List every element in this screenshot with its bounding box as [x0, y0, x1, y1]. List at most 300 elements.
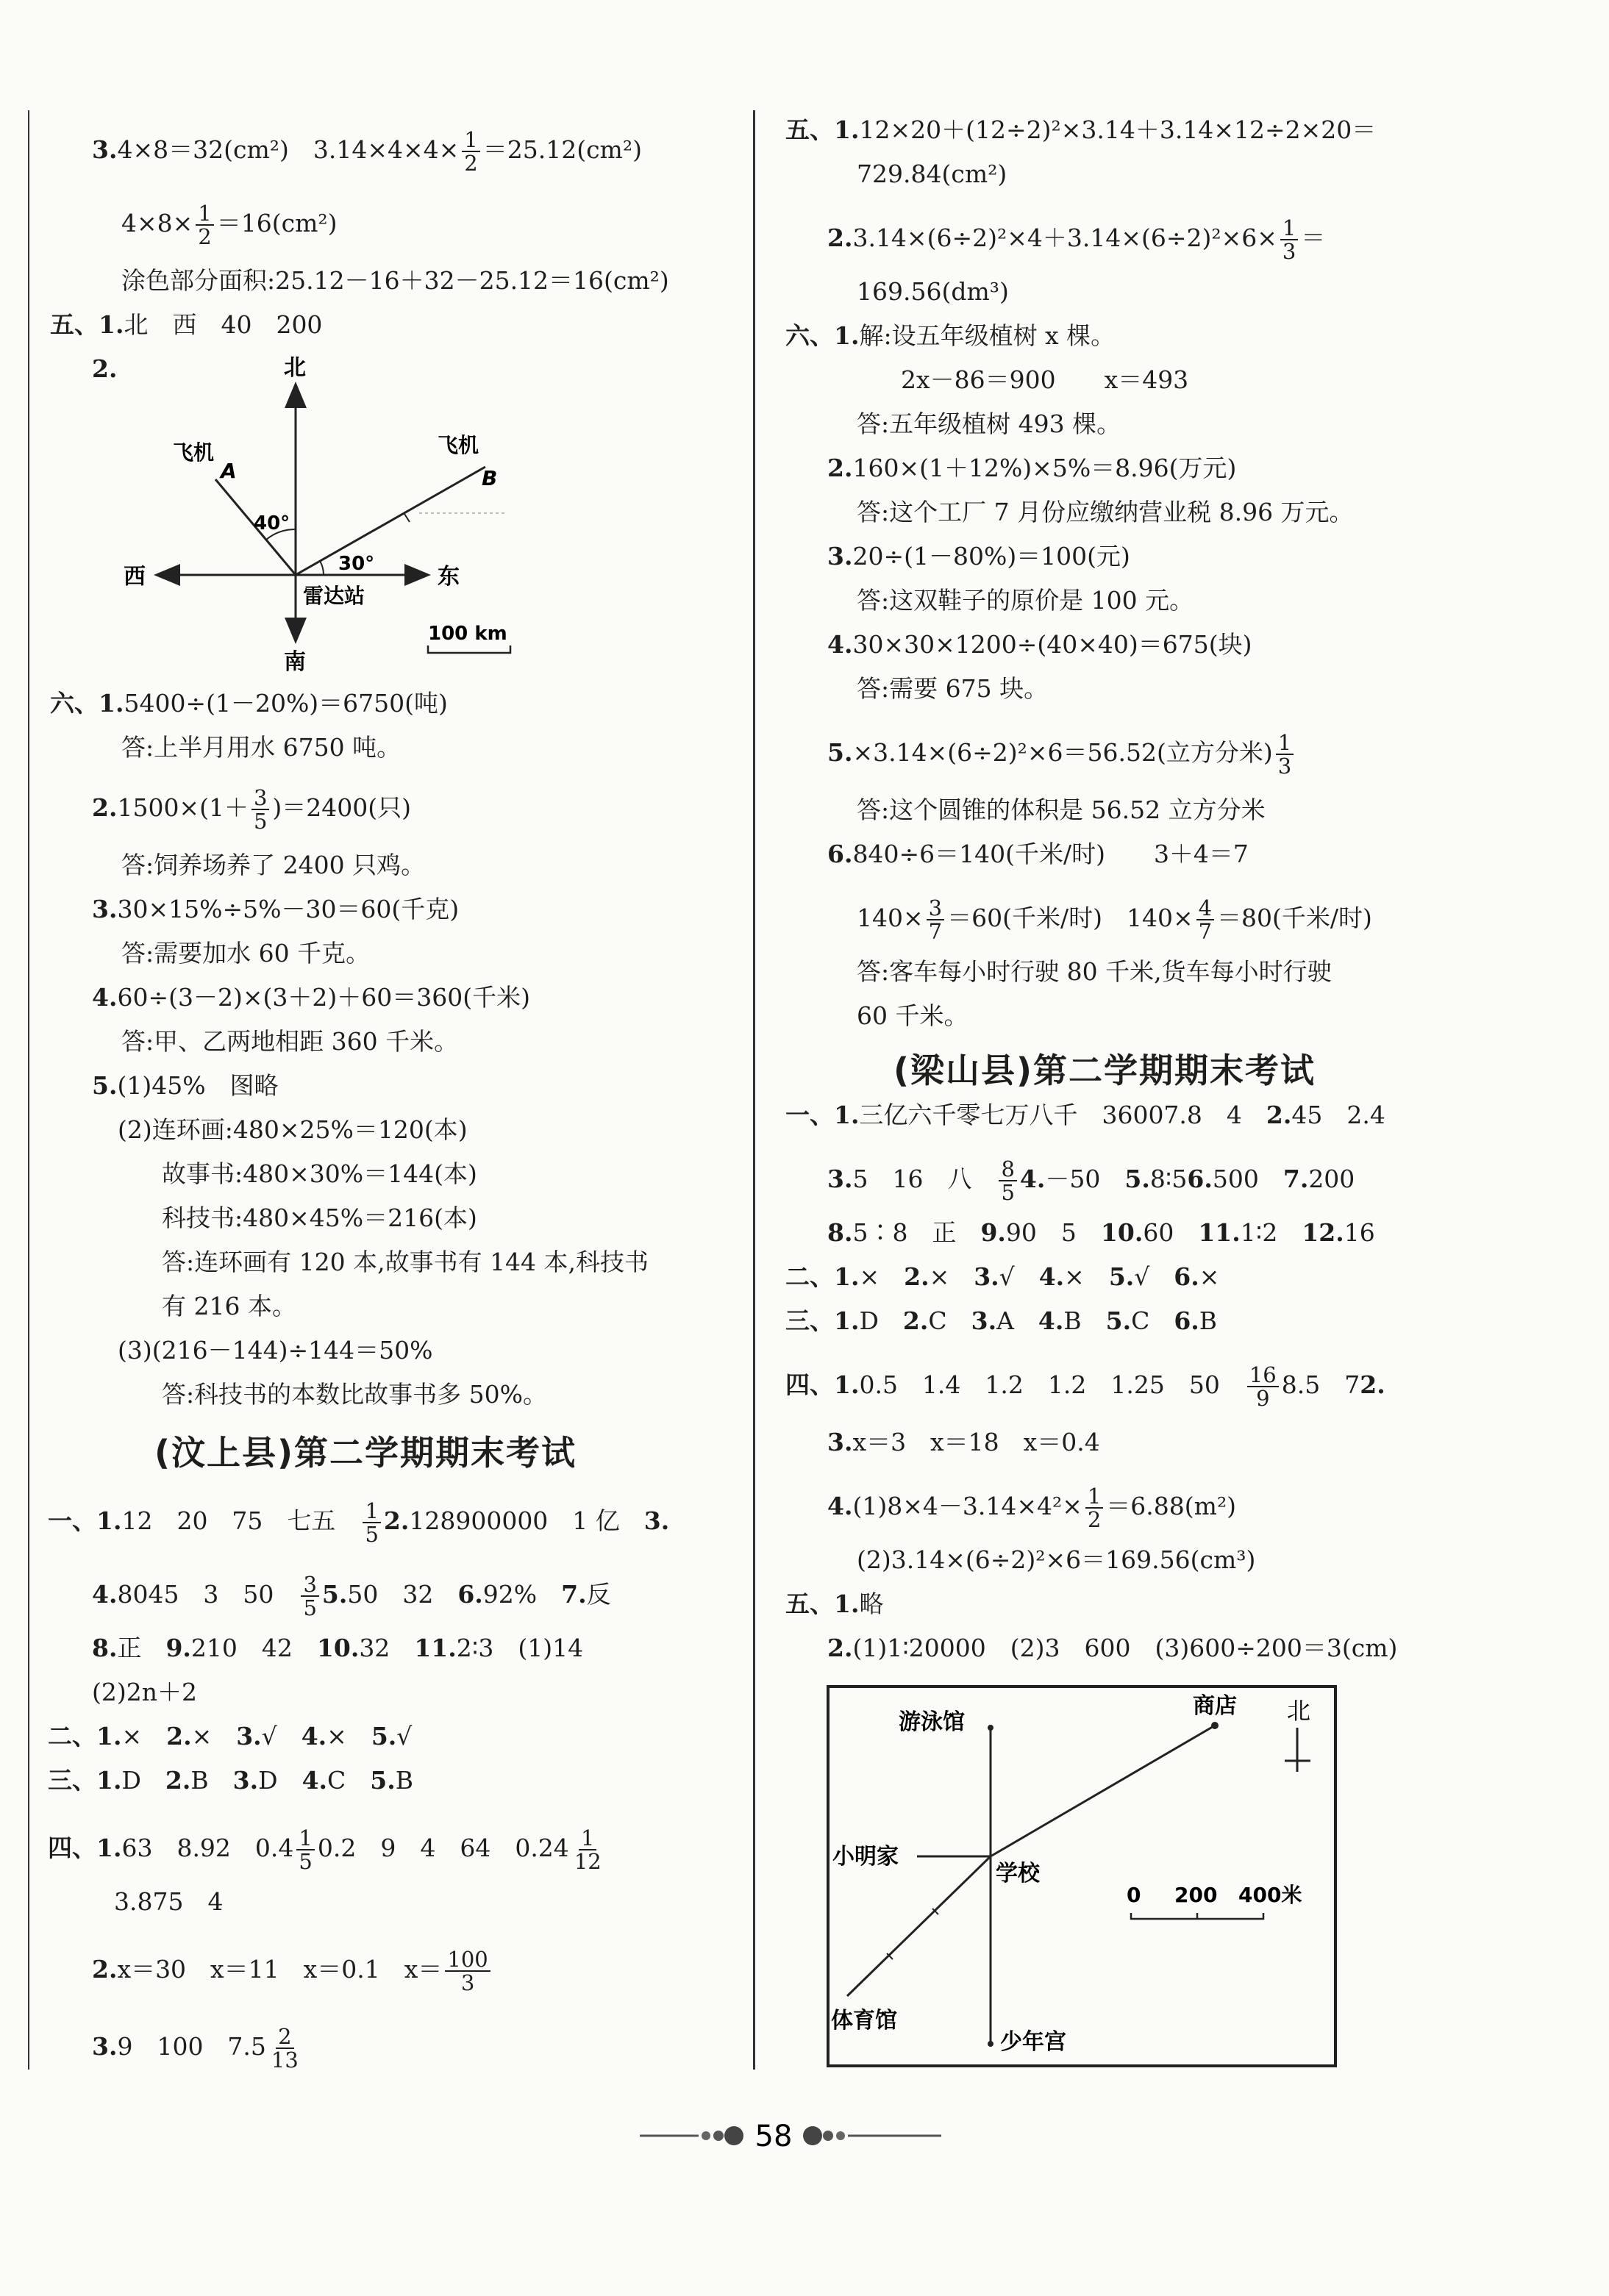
numerator: 3 — [251, 787, 269, 810]
answer-text: 答:这个工厂 7 月份应缴纳营业税 8.96 万元。 — [857, 498, 1354, 526]
pool-dot — [988, 1725, 993, 1731]
item-number: 5. — [321, 1580, 348, 1609]
fraction — [1196, 897, 1214, 943]
answer-text: × — [1199, 1262, 1220, 1291]
answer-text: A — [996, 1306, 1038, 1335]
answer-text: ＝16(cm²) — [216, 209, 338, 237]
fraction — [1247, 1364, 1279, 1409]
answer-line — [50, 687, 448, 720]
answer-line — [857, 584, 1194, 617]
answer-line — [827, 540, 1130, 573]
answer-line — [901, 364, 1188, 396]
answer-text: 答:这双鞋子的原价是 100 元。 — [857, 586, 1194, 615]
numerator: 4 — [1196, 897, 1214, 920]
answer-line — [857, 956, 1332, 988]
answer-line — [857, 276, 1009, 308]
denominator: 12 — [574, 1849, 602, 1874]
footer-dot — [702, 2131, 710, 2140]
fraction — [296, 1827, 314, 1873]
answer-line — [121, 937, 370, 970]
answer-line — [827, 629, 1252, 661]
answer-line — [118, 1334, 432, 1367]
answer-line — [857, 408, 1121, 440]
answer-text: × — [929, 1262, 974, 1291]
item-number: 3. — [974, 1262, 999, 1291]
pool-label: 游泳馆 — [899, 1709, 965, 1735]
answer-text: 32 — [359, 1634, 415, 1662]
denominator: 2 — [464, 151, 478, 176]
item-number: 2. — [902, 1306, 929, 1335]
answer-line — [92, 1676, 197, 1709]
answer-text: 840÷6＝140(千米/时) 3＋4＝7 — [852, 840, 1249, 868]
answer-line — [785, 114, 1376, 146]
numerator: 8 — [999, 1158, 1016, 1181]
scale-zero: 0 — [1127, 1883, 1141, 1907]
answer-text: ×3.14×(6÷2)²×6＝56.52(立方分米) — [852, 738, 1273, 767]
denominator: 9 — [1256, 1386, 1270, 1411]
answer-text: 8.5 7 — [1281, 1370, 1360, 1399]
item-number: 9. — [165, 1634, 191, 1662]
answer-text: 答:这个圆锥的体积是 56.52 立方分米 — [857, 795, 1266, 824]
answer-line — [162, 1378, 547, 1411]
youth-palace-label: 少年宫 — [1000, 2029, 1066, 2055]
answer-text: 0.2 9 4 64 0.24 — [317, 1834, 569, 1862]
footer-dot — [836, 2131, 845, 2140]
answer-text: 答:五年级植树 493 棵。 — [857, 410, 1121, 438]
item-number: 6. — [827, 840, 853, 868]
answer-line — [121, 1026, 458, 1058]
answer-text: －50 — [1045, 1165, 1125, 1193]
scale-200: 200 — [1174, 1883, 1218, 1907]
answer-text: 5∶8 正 — [852, 1218, 981, 1247]
item-number: 2. — [92, 354, 118, 383]
answer-text: x＝30 x＝11 x＝0.1 x＝ — [117, 1955, 443, 1984]
item-number: 4. — [827, 1492, 853, 1520]
denominator: 7 — [928, 919, 943, 944]
footer-dot — [803, 2126, 822, 2145]
numerator: 100 — [445, 1948, 490, 1972]
item-number: 4. — [1019, 1165, 1046, 1193]
answer-text: 90 5 — [1005, 1218, 1101, 1247]
item-number: 一、1. — [48, 1506, 122, 1535]
answer-text: 45 2.4 — [1291, 1101, 1385, 1129]
denominator: 5 — [1001, 1180, 1015, 1205]
item-number: 6. — [457, 1580, 483, 1609]
answer-text: 答:饲养场养了 2400 只鸡。 — [121, 851, 426, 879]
school-label: 学校 — [996, 1861, 1040, 1886]
answer-text: 20÷(1－80%)＝100(元) — [852, 542, 1130, 571]
answer-line — [162, 1202, 477, 1234]
answer-text: × — [327, 1722, 371, 1750]
answer-text: 140× — [857, 904, 924, 932]
denominator: 3 — [1282, 239, 1296, 264]
item-number: 3. — [971, 1306, 997, 1335]
angle-b-arc — [320, 561, 324, 575]
answer-text: 答:上半月用水 6750 吨。 — [121, 733, 402, 762]
item-number: 11. — [1198, 1218, 1241, 1247]
numerator: 16 — [1247, 1364, 1279, 1387]
answer-text: 3.14×(6÷2)²×4＋3.14×(6÷2)²×6× — [852, 223, 1277, 252]
numerator: 1 — [1276, 732, 1294, 755]
answer-line — [121, 732, 401, 764]
item-number: 7. — [1282, 1165, 1309, 1193]
item-number: 3. — [92, 2032, 118, 2061]
item-number: 4. — [92, 1580, 118, 1609]
item-number: 4. — [302, 1766, 328, 1795]
answer-text: 8∶5 — [1149, 1165, 1188, 1193]
answer-text: C — [1131, 1306, 1174, 1335]
item-number: 4. — [1038, 1306, 1064, 1335]
item-number: 5. — [1124, 1165, 1150, 1193]
item-number: 4. — [1038, 1262, 1065, 1291]
answer-text: (1)8×4－3.14×4²× — [852, 1492, 1082, 1520]
answer-text: ＝80(千米/时) — [1217, 904, 1372, 932]
fraction — [301, 1573, 318, 1619]
item-number: 6. — [1187, 1165, 1213, 1193]
station-label: 雷达站 — [303, 584, 365, 608]
footer-dot — [713, 2131, 724, 2141]
fraction — [1280, 217, 1298, 262]
point-a-label: A — [221, 459, 237, 483]
answer-text: 2x－86＝900 x＝493 — [901, 365, 1189, 394]
answer-text: 有 216 本。 — [162, 1292, 296, 1320]
numerator: 1 — [462, 129, 479, 152]
answer-text: 30×15%÷5%－30＝60(千克) — [117, 895, 460, 923]
answer-text: 63 8.92 0.4 — [121, 1834, 294, 1862]
answer-text: 涂色部分面积:25.12－16＋32－25.12＝16(cm²) — [121, 266, 669, 295]
fraction — [572, 1827, 604, 1873]
denominator: 5 — [303, 1595, 317, 1620]
answer-text: D — [859, 1306, 903, 1335]
answer-text: 12 20 75 七五 — [121, 1506, 360, 1535]
answer-text: 答:连环画有 120 本,故事书有 144 本,科技书 — [162, 1248, 649, 1276]
item-number: 2. — [1266, 1101, 1292, 1129]
answer-line — [785, 1588, 883, 1620]
left-margin-rule — [28, 110, 29, 2070]
item-number: 五、1. — [785, 1589, 860, 1618]
fraction — [363, 1500, 380, 1545]
answer-line — [857, 673, 1048, 705]
answer-text: C — [327, 1766, 371, 1795]
answer-text: 解:设五年级植树 x 棵。 — [859, 321, 1116, 350]
answer-text: 答:科技书的本数比故事书多 50%。 — [162, 1380, 547, 1409]
answer-line — [785, 1261, 1219, 1293]
answer-line — [857, 794, 1266, 826]
answer-text: 反 — [586, 1580, 611, 1609]
answer-text: 0.5 1.4 1.2 1.2 1.25 50 — [859, 1370, 1244, 1399]
answer-text: 128900000 1 亿 — [409, 1506, 644, 1535]
answer-line — [827, 1158, 1355, 1204]
shop-dot — [1211, 1722, 1219, 1729]
answer-text: 故事书:480×30%＝144(本) — [162, 1159, 477, 1188]
answer-text: C — [928, 1306, 971, 1335]
answer-line — [121, 265, 669, 297]
item-number: 10. — [316, 1634, 360, 1662]
answer-text: 答:甲、乙两地相距 360 千米。 — [121, 1027, 459, 1056]
column-divider — [753, 110, 755, 2070]
answer-text: (2)3.14×(6÷2)²×6＝169.56(cm³) — [857, 1545, 1256, 1574]
answer-line — [827, 1217, 1375, 1249]
answer-line — [92, 893, 459, 926]
item-number: 四、1. — [48, 1834, 122, 1862]
item-number: 三、1. — [48, 1766, 122, 1795]
answer-line — [827, 1485, 1236, 1531]
section-title: (汶上县)第二学期期末考试 — [154, 1433, 577, 1473]
denominator: 2 — [1087, 1507, 1102, 1532]
item-number: 2. — [383, 1506, 410, 1535]
item-number: 五、1. — [785, 115, 860, 144]
answer-text: 科技书:480×45%＝216(本) — [162, 1204, 477, 1232]
item-number: 3. — [827, 542, 853, 571]
item-number: 2. — [827, 454, 853, 482]
answer-line — [92, 1070, 279, 1102]
answer-line — [121, 849, 425, 881]
item-number: 2. — [166, 1722, 192, 1750]
answer-text: ＝25.12(cm²) — [482, 135, 642, 164]
denominator: 5 — [299, 1849, 313, 1874]
plane-b-label: 飞机 — [438, 433, 479, 457]
item-number: 5. — [1105, 1306, 1132, 1335]
item-number: 5. — [370, 1766, 396, 1795]
answer-text: √ — [396, 1722, 413, 1750]
denominator: 5 — [365, 1522, 379, 1547]
answer-text: )＝2400(只) — [272, 793, 412, 822]
answer-line — [827, 838, 1249, 870]
answer-text: 4×8＝32(cm²) 3.14×4×4× — [117, 135, 460, 164]
ray-b-tick — [404, 514, 410, 522]
answer-text: 169.56(dm³) — [857, 277, 1009, 306]
answer-line — [48, 1827, 607, 1873]
item-number: 2. — [92, 1955, 118, 1984]
numerator: 1 — [579, 1827, 596, 1850]
answer-line — [92, 1573, 611, 1619]
answer-line — [162, 1290, 296, 1323]
answer-line — [857, 1000, 968, 1032]
item-number: 7. — [561, 1580, 587, 1609]
item-number: 3. — [92, 135, 118, 164]
item-number: 四、1. — [785, 1370, 860, 1399]
answer-text: B — [1199, 1306, 1218, 1335]
item-number: 二、1. — [48, 1722, 122, 1750]
east-label: 东 — [438, 564, 460, 590]
answer-text: B — [1063, 1306, 1106, 1335]
item-number: 11. — [414, 1634, 457, 1662]
item-number: 三、1. — [785, 1306, 860, 1335]
answer-line — [827, 732, 1296, 777]
angle-a-label: 40° — [254, 512, 290, 534]
answer-text: B — [395, 1766, 413, 1795]
item-number: 2. — [827, 223, 853, 252]
denominator: 7 — [1198, 919, 1213, 944]
item-number: 10. — [1100, 1218, 1144, 1247]
numerator: 1 — [296, 1827, 314, 1850]
answer-text: 60 — [1143, 1218, 1199, 1247]
answer-line — [48, 1764, 413, 1797]
item-number: 3. — [827, 1428, 853, 1456]
answer-text: 9 100 7.5 — [117, 2032, 266, 2061]
answer-text: 答:需要加水 60 千克。 — [121, 939, 371, 968]
numerator: 3 — [301, 1573, 318, 1597]
scale-400: 400米 — [1238, 1883, 1302, 1907]
fraction — [462, 129, 479, 174]
answer-text: (1)1∶20000 (2)3 600 (3)600÷200＝3(cm) — [852, 1634, 1398, 1662]
answer-text: (2)连环画:480×25%＝120(本) — [118, 1115, 468, 1144]
answer-text: D — [121, 1766, 165, 1795]
answer-text: 3.875 4 — [114, 1887, 224, 1916]
answer-text: × — [121, 1722, 167, 1750]
shop-label: 商店 — [1193, 1693, 1237, 1719]
answer-line — [114, 1886, 223, 1918]
compass-diagram — [110, 353, 537, 676]
answer-line — [48, 1720, 412, 1753]
answer-text: 12×20＋(12÷2)²×3.14＋3.14×12÷2×20＝ — [859, 115, 1377, 144]
plane-a-label: 飞机 — [173, 440, 215, 465]
denominator: 3 — [460, 1970, 475, 1995]
answer-text: 92% — [482, 1580, 562, 1609]
west-label: 西 — [124, 564, 146, 590]
answer-line — [48, 1500, 669, 1545]
item-number: 六、1. — [50, 689, 124, 718]
fraction — [196, 202, 213, 248]
item-number: 3. — [643, 1506, 670, 1535]
answer-text: × — [859, 1262, 905, 1291]
item-number: 4. — [301, 1722, 327, 1750]
answer-text: 200 — [1308, 1165, 1355, 1193]
denominator: 5 — [253, 809, 268, 834]
fraction — [927, 897, 944, 943]
answer-text: 160×(1＋12%)×5%＝8.96(万元) — [852, 454, 1237, 482]
answer-line — [827, 1426, 1100, 1459]
section-title: (梁山县)第二学期期末考试 — [893, 1051, 1316, 1090]
answer-text: 16 — [1344, 1218, 1375, 1247]
item-number: 五、1. — [50, 310, 124, 339]
item-number: 5. — [1108, 1262, 1135, 1291]
item-number: 5. — [827, 738, 853, 767]
answer-text: √ — [999, 1262, 1039, 1291]
numerator: 1 — [196, 202, 213, 226]
answer-text: ＝ — [1301, 223, 1326, 252]
answer-text: 5400÷(1－20%)＝6750(吨) — [124, 689, 448, 718]
gym-label: 体育馆 — [831, 2008, 897, 2034]
answer-line — [92, 1632, 583, 1664]
fraction — [999, 1158, 1016, 1204]
answer-text: 5 16 八 — [852, 1165, 996, 1193]
scale-bar — [428, 645, 510, 653]
answer-line — [92, 129, 642, 174]
answer-text: 210 42 — [190, 1634, 317, 1662]
answer-text: D — [258, 1766, 302, 1795]
answer-line — [92, 2025, 304, 2071]
answer-line — [50, 309, 322, 341]
answer-text: 略 — [859, 1589, 884, 1618]
fraction — [1276, 732, 1294, 777]
numerator: 2 — [276, 2025, 293, 2049]
answer-text: ＝60(千米/时) 140× — [947, 904, 1194, 932]
answer-text: ＝6.88(m²) — [1106, 1492, 1237, 1520]
fraction — [251, 787, 269, 832]
answer-text: 30×30×1200÷(40×40)＝675(块) — [852, 630, 1252, 659]
home-label: 小明家 — [832, 1844, 899, 1870]
answer-line — [92, 981, 530, 1014]
angle-b-label: 30° — [338, 553, 375, 575]
answer-text: (3)(216－144)÷144＝50% — [118, 1336, 433, 1365]
item-number: 3. — [232, 1766, 259, 1795]
answer-line — [857, 496, 1354, 529]
item-number: 3. — [236, 1722, 262, 1750]
answer-text: × — [1064, 1262, 1109, 1291]
answer-line — [857, 158, 1007, 190]
item-number: 2. — [827, 1634, 853, 1662]
answer-line — [857, 897, 1372, 943]
answer-line — [92, 787, 411, 832]
numerator: 1 — [1085, 1485, 1103, 1509]
item-number: 2. — [92, 793, 118, 822]
answer-text: 正 — [117, 1634, 166, 1662]
answer-line — [785, 1364, 1385, 1409]
answer-text: x＝3 x＝18 x＝0.4 — [852, 1428, 1100, 1456]
answer-text: 1500×(1＋ — [117, 793, 249, 822]
item-number: 6. — [1174, 1306, 1199, 1335]
answer-text: 三亿六千零七万八千 36007.8 4 — [859, 1101, 1266, 1129]
item-number: 3. — [827, 1165, 853, 1193]
item-number: 一、1. — [785, 1101, 860, 1129]
item-number: 6. — [1174, 1262, 1199, 1291]
answer-line — [785, 320, 1115, 352]
school-gym-road — [847, 1856, 991, 1996]
answer-text: √ — [261, 1722, 302, 1750]
answer-line — [92, 1948, 493, 1994]
item-number: 3. — [92, 895, 118, 923]
youth-palace-dot — [988, 2041, 993, 2047]
answer-text: 1∶2 — [1240, 1218, 1302, 1247]
answer-text: (1)14 — [518, 1634, 584, 1662]
school-shop-road — [991, 1725, 1215, 1856]
point-b-label: B — [482, 466, 498, 490]
answer-line — [162, 1246, 649, 1278]
item-number: 4. — [92, 983, 118, 1012]
answer-line — [827, 1632, 1397, 1664]
scale-label: 100 km — [428, 623, 507, 645]
numerator: 1 — [1280, 217, 1298, 240]
page-number: 58 — [754, 2120, 793, 2153]
item-number: 8. — [92, 1634, 118, 1662]
answer-text: 答:需要 675 块。 — [857, 674, 1049, 703]
answer-line — [785, 1305, 1217, 1337]
answer-line — [827, 217, 1325, 262]
item-number: 2. — [1360, 1370, 1385, 1399]
fraction — [1085, 1485, 1103, 1531]
denominator: 13 — [271, 2048, 299, 2073]
answer-line — [857, 1544, 1255, 1576]
answer-line — [827, 452, 1236, 484]
answer-text: 答:客车每小时行驶 80 千米,货车每小时行驶 — [857, 957, 1332, 986]
answer-text: 60 千米。 — [857, 1001, 968, 1030]
answer-line — [162, 1158, 477, 1190]
answer-text: × — [191, 1722, 237, 1750]
item-number: 5. — [371, 1722, 397, 1750]
answer-text: 北 西 40 200 — [124, 310, 323, 339]
fraction — [269, 2025, 301, 2071]
footer-dot — [724, 2126, 743, 2145]
answer-text: 60÷(3－2)×(3＋2)＋60＝360(千米) — [117, 983, 530, 1012]
fraction — [445, 1948, 490, 1994]
answer-text: (2)2n＋2 — [92, 1678, 197, 1706]
page-footer — [0, 2114, 1609, 2158]
north-label: 北 — [1287, 1697, 1311, 1725]
answer-text: (1)45% 图略 — [117, 1071, 279, 1100]
answer-text: 8045 3 50 — [117, 1580, 299, 1609]
numerator: 1 — [363, 1500, 380, 1523]
